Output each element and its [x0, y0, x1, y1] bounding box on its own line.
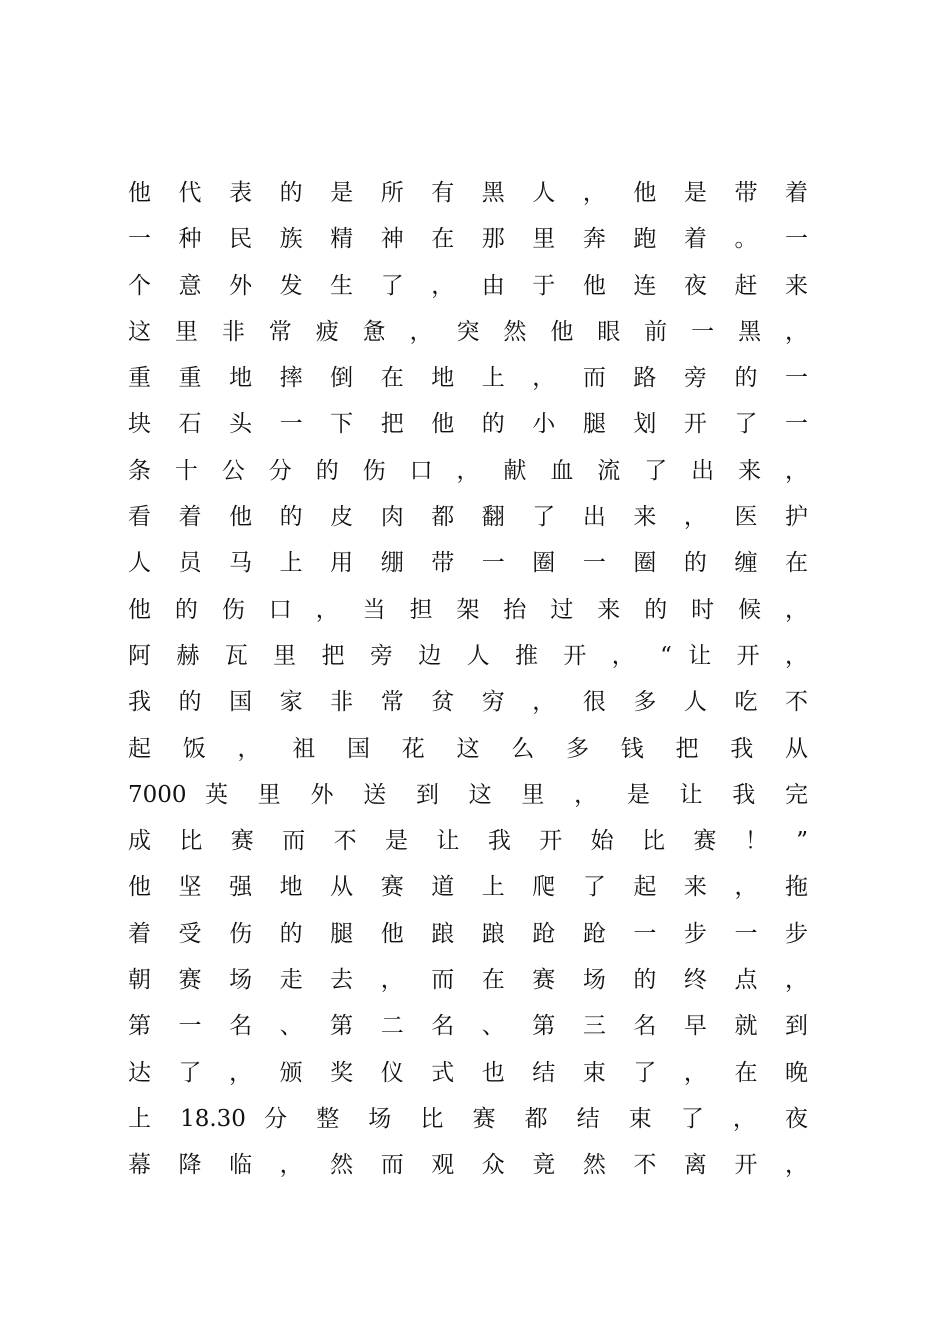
text-line-16: 他 坚 强 地 从 赛 道 上 爬 了 起 来 ， 拖 [128, 874, 808, 901]
text-line-3: 个 意 外 发 生 了 ， 由 于 他 连 夜 赶 来 [128, 272, 808, 299]
text-line-15: 成 比 赛 而 不 是 让 我 开 始 比 赛 ！ ” [128, 828, 808, 855]
text-line-13: 起 饭 ， 祖 国 花 这 么 多 钱 把 我 从 [128, 735, 808, 762]
text-line-18: 朝 赛 场 走 去 ， 而 在 赛 场 的 终 点 ， [128, 967, 808, 994]
text-line-11: 阿 赫 瓦 里 把 旁 边 人 推 开 ， “ 让 开 ， [128, 642, 808, 669]
text-line-14: 7000 英 里 外 送 到 这 里 ， 是 让 我 完 [128, 781, 808, 808]
text-line-9: 人 员 马 上 用 绷 带 一 圈 一 圈 的 缠 在 [128, 550, 808, 577]
text-line-5: 重 重 地 摔 倒 在 地 上 ， 而 路 旁 的 一 [128, 365, 808, 392]
text-line-20: 达 了 ， 颁 奖 仪 式 也 结 束 了 ， 在 晚 [128, 1059, 808, 1086]
text-line-6: 块 石 头 一 下 把 他 的 小 腿 划 开 了 一 [128, 411, 808, 438]
text-line-4: 这 里 非 常 疲 惫 ， 突 然 他 眼 前 一 黑 ， [128, 318, 808, 345]
text-line-21: 上 18.30 分 整 场 比 赛 都 结 束 了 ， 夜 [128, 1105, 808, 1132]
text-line-1: 他 代 表 的 是 所 有 黑 人 ， 他 是 带 着 [128, 180, 808, 206]
body-text [128, 170, 808, 1189]
text-line-19: 第 一 名 、 第 二 名 、 第 三 名 早 就 到 [128, 1013, 808, 1040]
text-line-12: 我 的 国 家 非 常 贫 穷 ， 很 多 人 吃 不 [128, 689, 808, 716]
text-line-17: 着 受 伤 的 腿 他 踉 踉 跄 跄 一 步 一 步 [128, 920, 808, 947]
text-line-22: 幕 降 临 ， 然 而 观 众 竟 然 不 离 开 ， [128, 1152, 808, 1179]
text-line-10: 他 的 伤 口 ， 当 担 架 抬 过 来 的 时 候 ， [128, 596, 808, 623]
text-line-7: 条 十 公 分 的 伤 口 ， 献 血 流 了 出 来 ， [128, 457, 808, 484]
text-line-2: 一 种 民 族 精 神 在 那 里 奔 跑 着 。 一 [128, 226, 808, 253]
text-line-8: 看 着 他 的 皮 肉 都 翻 了 出 来 ， 医 护 [128, 504, 808, 531]
